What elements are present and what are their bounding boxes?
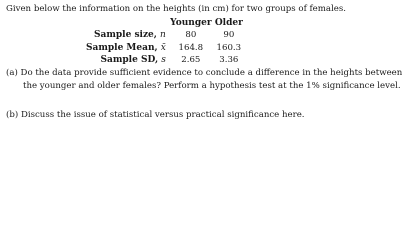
row-symbol: x̄: [160, 42, 166, 53]
row-label: [86, 29, 170, 41]
row-label-text: Sample Mean,: [86, 42, 161, 53]
older-value: 160.3: [216, 42, 242, 53]
row-label: [86, 54, 170, 66]
row-label-text: Sample size,: [94, 30, 161, 41]
table-header-row: [86, 17, 246, 29]
row-symbol: s: [161, 55, 166, 66]
table-row: [86, 54, 246, 66]
header-blank: [86, 17, 170, 29]
summary-table: [86, 17, 246, 67]
younger-value: 2.65: [181, 55, 201, 66]
older-value: 3.36: [219, 55, 239, 66]
header-older: Older: [214, 18, 243, 28]
row-symbol: n: [160, 30, 166, 41]
older-value: 90: [223, 30, 235, 41]
row-label-text: Sample SD,: [100, 55, 162, 66]
intro-text: Given below the information on the heights (in cm) for two groups of females.: [6, 4, 347, 14]
question-a-line1: (a) Do the data provide sufficient evidence to conclude a difference in the heights between: [6, 68, 402, 78]
table-row: [86, 29, 246, 41]
table-row: [86, 42, 246, 54]
row-label: [86, 42, 170, 54]
question-b: (b) Discuss the issue of statistical versus practical significance here.: [6, 110, 305, 120]
question-a-line2: the younger and older females? Perform a hypothesis test at the 1% significance level.: [23, 81, 401, 91]
younger-value: 164.8: [178, 42, 204, 53]
younger-value: 80: [185, 30, 197, 41]
header-younger: Younger: [170, 18, 212, 28]
